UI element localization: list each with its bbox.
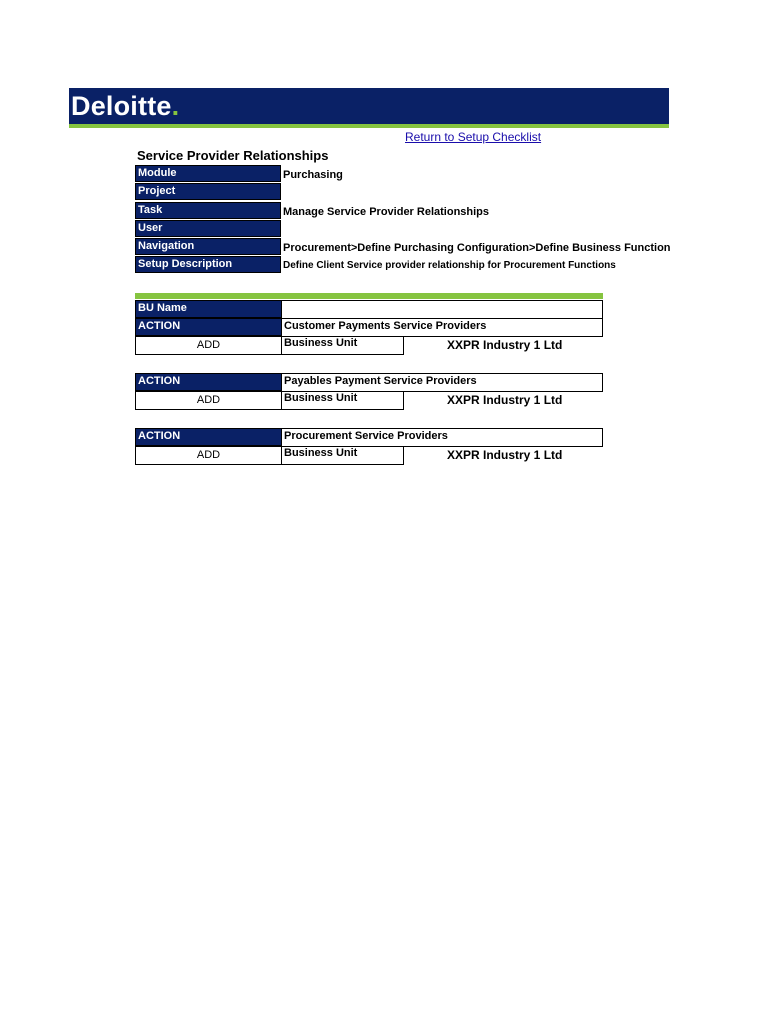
business-unit-value: XXPR Industry 1 Ltd bbox=[447, 448, 563, 462]
logo-text: Deloitte bbox=[71, 91, 172, 121]
business-unit-label: Business Unit bbox=[281, 391, 404, 410]
deloitte-banner bbox=[69, 88, 669, 128]
business-unit-label: Business Unit bbox=[281, 446, 404, 465]
deloitte-logo bbox=[71, 90, 179, 122]
bu-name-label: BU Name bbox=[135, 300, 282, 318]
logo-dot: . bbox=[171, 91, 180, 121]
info-label: Project bbox=[135, 183, 281, 200]
business-unit-label: Business Unit bbox=[281, 336, 404, 355]
section-title-procurement: Procurement Service Providers bbox=[281, 428, 603, 447]
info-label: Task bbox=[135, 202, 281, 219]
page-title: Service Provider Relationships bbox=[137, 148, 329, 163]
section-title-customer-payments: Customer Payments Service Providers bbox=[281, 318, 603, 337]
add-button[interactable]: ADD bbox=[135, 336, 282, 355]
info-value: Purchasing bbox=[283, 169, 343, 181]
action-label: ACTION bbox=[135, 318, 282, 336]
business-unit-value: XXPR Industry 1 Ltd bbox=[447, 338, 563, 352]
section-divider bbox=[135, 293, 603, 299]
bu-name-field[interactable] bbox=[281, 300, 603, 319]
section-title-payables-payment: Payables Payment Service Providers bbox=[281, 373, 603, 392]
business-unit-value: XXPR Industry 1 Ltd bbox=[447, 393, 563, 407]
info-label: Setup Description bbox=[135, 256, 281, 273]
info-value: Define Client Service provider relationship for Procurement Functions bbox=[283, 260, 616, 271]
info-value: Procurement>Define Purchasing Configuration>Define Business Function bbox=[283, 242, 671, 254]
action-label: ACTION bbox=[135, 373, 282, 391]
info-label: Navigation bbox=[135, 238, 281, 255]
add-button[interactable]: ADD bbox=[135, 446, 282, 465]
add-button[interactable]: ADD bbox=[135, 391, 282, 410]
action-label: ACTION bbox=[135, 428, 282, 446]
return-to-setup-checklist-link[interactable]: Return to Setup Checklist bbox=[405, 130, 542, 144]
info-value: Manage Service Provider Relationships bbox=[283, 206, 490, 218]
info-label: Module bbox=[135, 165, 281, 182]
info-label: User bbox=[135, 220, 281, 237]
